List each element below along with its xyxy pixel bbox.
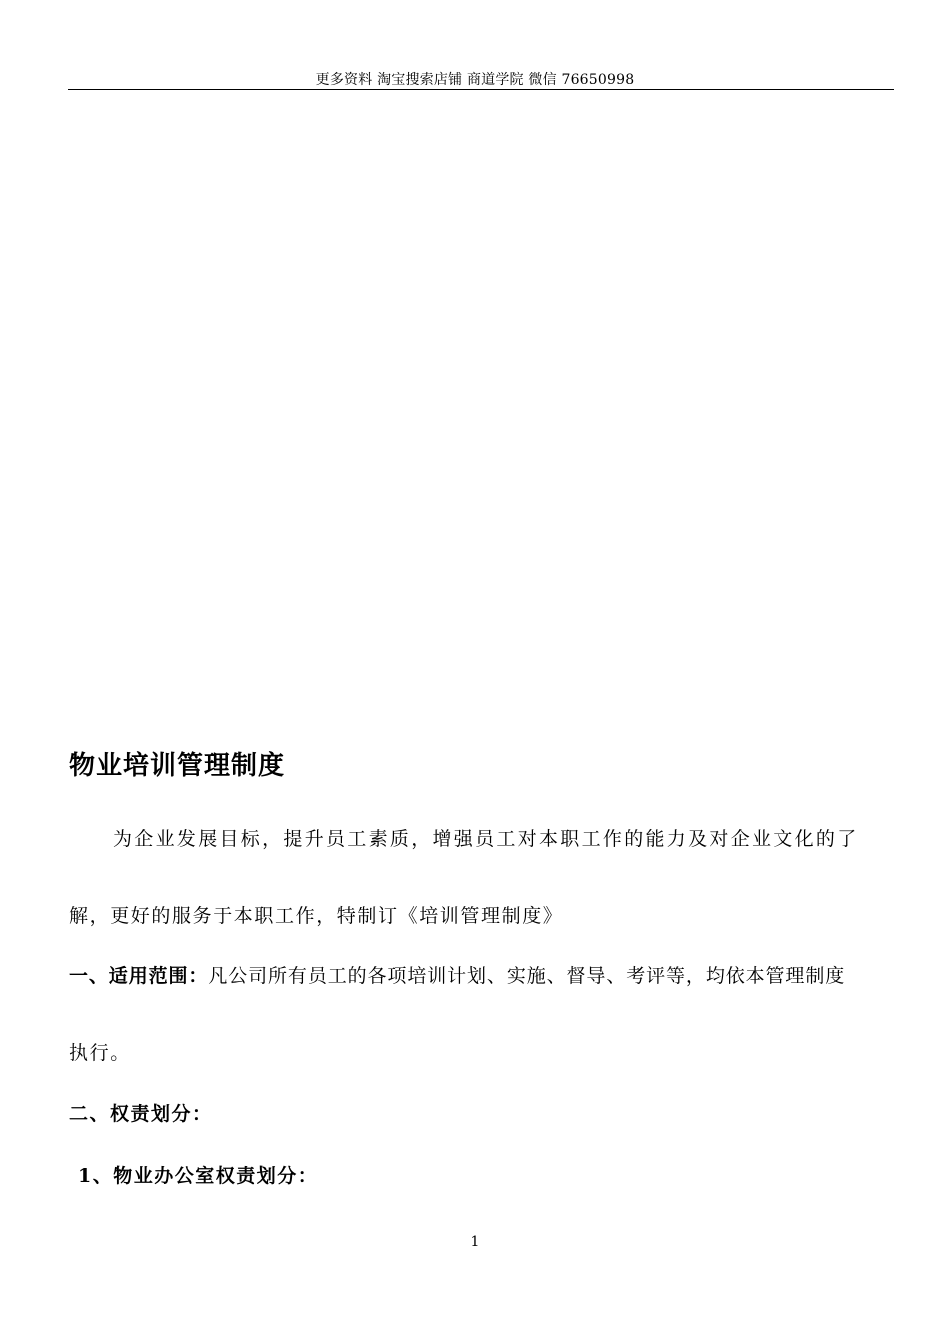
intro-paragraph-line-2: 解，更好的服务于本职工作，特制订《培训管理制度》 bbox=[69, 905, 564, 927]
scope-paragraph-line-2: 执行。 bbox=[69, 1042, 131, 1064]
scope-paragraph-line-1 bbox=[69, 963, 893, 989]
header-divider bbox=[68, 89, 894, 90]
subsection-heading-office: 1、物业办公室权责划分： bbox=[78, 1165, 319, 1187]
section-heading-responsibilities: 二、权责划分： bbox=[69, 1103, 213, 1125]
scope-heading: 一、适用范围： bbox=[69, 965, 209, 987]
intro-paragraph-line-1: 为企业发展目标，提升员工素质，增强员工对本职工作的能力及对企业文化的了 bbox=[113, 828, 859, 850]
page-header: 更多资料 淘宝搜索店铺 商道学院 微信 76650998 bbox=[315, 72, 635, 88]
page-number: 1 bbox=[470, 1234, 480, 1250]
document-title: 物业培训管理制度 bbox=[69, 751, 286, 781]
scope-text: 凡公司所有员工的各项培训计划、实施、督导、考评等，均依本管理制度 bbox=[208, 965, 846, 987]
